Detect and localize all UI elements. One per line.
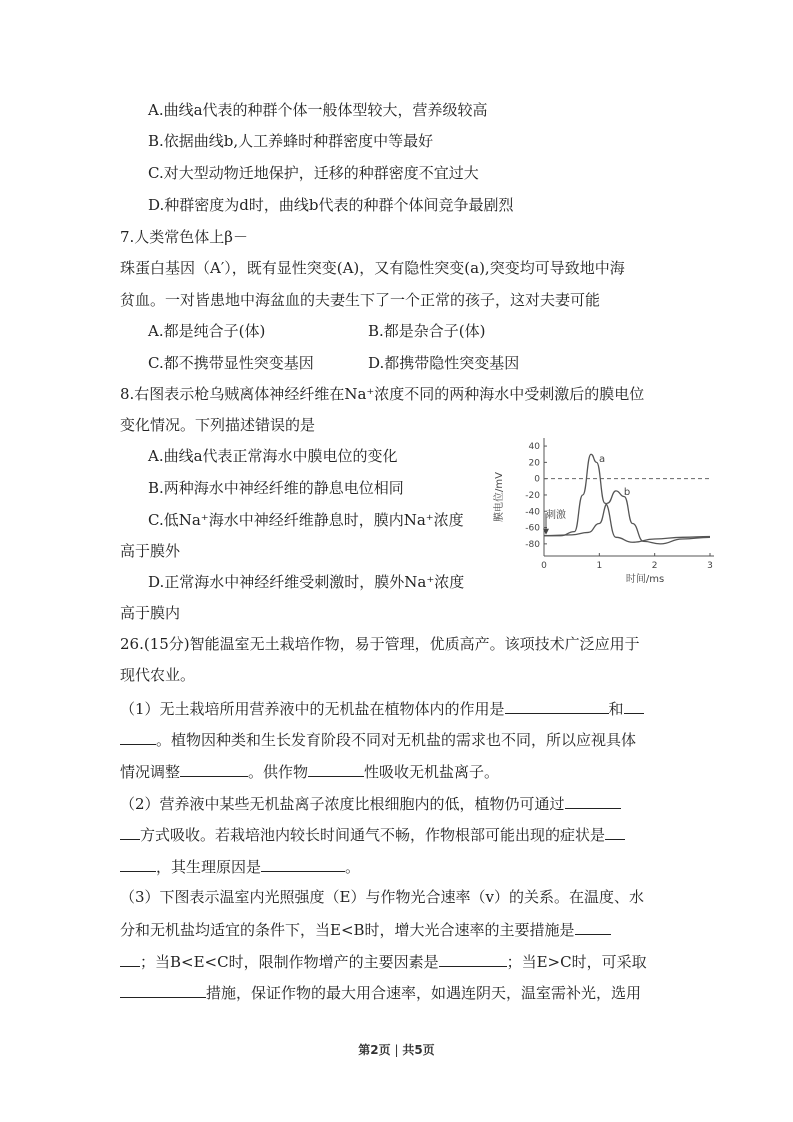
curve-a: [544, 454, 710, 542]
q26-part2-line3: [120, 855, 360, 877]
page-total: 共5页: [402, 1043, 435, 1057]
footer-separator: |: [390, 1043, 403, 1057]
y-tick-label: -60: [525, 523, 540, 534]
y-tick-label: -40: [525, 507, 540, 518]
q26-p3-text-e: 措施，保证作物的最大用合速率，如遇连阴天，温室需补光，选用: [206, 984, 642, 1002]
q6-option-a: A.曲线a代表的种群个体一般体型较大，营养级较高: [148, 101, 488, 119]
q26-p2-text-b: 方式吸收。若栽培池内较长时间通气不畅，作物根部可能出现的症状是: [140, 826, 606, 844]
page-number: 第2页: [358, 1043, 391, 1057]
q26-part1-line2: [120, 728, 636, 750]
x-tick-label: 2: [651, 561, 658, 571]
answer-blank[interactable]: [575, 918, 611, 935]
q6-option-d: D.种群密度为d时，曲线b代表的种群个体间竞争最剧烈: [148, 196, 514, 214]
answer-blank[interactable]: [120, 823, 140, 840]
answer-blank[interactable]: [120, 855, 156, 872]
y-tick-label: -20: [525, 490, 540, 501]
y-tick-label: 40: [528, 442, 540, 453]
q7-option-c: C.都不携带显性突变基因: [148, 354, 314, 372]
q6-option-c: C.对大型动物迁地保护，迁移的种群密度不宜过大: [148, 164, 479, 182]
q26-p1-text-b: 和: [608, 700, 624, 718]
q26-intro-line2: 现代农业。: [120, 666, 196, 684]
q26-p1-text-a: （1）无土栽培所用营养液中的无机盐在植物体内的作用是: [120, 700, 505, 718]
answer-blank[interactable]: [120, 981, 206, 998]
x-tick-label: 1: [596, 561, 603, 571]
q26-p2-text-c: ，其生理原因是: [156, 858, 262, 876]
q26-p2-text-a: （2）营养液中某些无机盐离子浓度比根细胞内的低，植物仍可通过: [120, 795, 565, 813]
answer-blank[interactable]: [439, 950, 507, 967]
answer-blank[interactable]: [565, 792, 621, 809]
y-tick-label: 0: [534, 474, 540, 485]
q26-p1-text-d: 情况调整: [120, 763, 181, 781]
q26-part2-line1: [120, 792, 621, 814]
q7-option-b: B.都是杂合子(体): [368, 322, 486, 340]
q26-p3-text-d: ；当E>C时，可采取: [506, 953, 647, 971]
q26-part2-line2: [120, 823, 625, 845]
page-footer: [0, 1041, 793, 1058]
q8-option-a: A.曲线a代表正常海水中膜电位的变化: [148, 447, 398, 465]
y-axis-label: 膜电位/mV: [494, 472, 505, 522]
q26-p3-text-b: 分和无机盐均适宜的条件下，当E<B时，增大光合速率的主要措施是: [120, 921, 575, 939]
q8-option-c-line2: 高于膜外: [120, 542, 181, 560]
answer-blank[interactable]: [120, 950, 140, 967]
q8-option-d-line1: D.正常海水中神经纤维受刺激时，膜外Na⁺浓度: [148, 573, 465, 591]
q26-part3-line2: [120, 918, 611, 940]
x-axis-label: 时间/ms: [625, 574, 665, 585]
q26-p1-text-e: 。供作物: [248, 763, 309, 781]
answer-blank[interactable]: [261, 855, 345, 872]
q7-option-d: D.都携带隐性突变基因: [368, 354, 520, 372]
q26-part1-line1: [120, 697, 644, 719]
answer-blank[interactable]: [605, 823, 625, 840]
q26-part3-line1: （3）下图表示温室内光照强度（E）与作物光合速率（v）的关系。在温度、水: [120, 888, 644, 906]
answer-blank[interactable]: [120, 728, 156, 745]
stimulus-label: 刺激: [546, 509, 566, 521]
q8-stem-line2: 变化情况。下列描述错误的是: [120, 416, 316, 434]
curve-b: [544, 491, 710, 544]
answer-blank[interactable]: [308, 760, 364, 777]
q8-option-b: B.两种海水中神经纤维的静息电位相同: [148, 479, 404, 497]
q26-intro-line1: 26.(15分)智能温室无土栽培作物，易于管理，优质高产。该项技术广泛应用于: [120, 635, 640, 653]
q8-option-c-line1: C.低Na⁺海水中神经纤维静息时，膜内Na⁺浓度: [148, 511, 464, 529]
q26-p1-text-c: 。植物因种类和生长发育阶段不同对无机盐的需求也不同，所以应视具体: [156, 731, 637, 749]
q26-part1-line3: [120, 760, 499, 782]
q26-p2-text-d: 。: [345, 858, 361, 876]
answer-blank[interactable]: [624, 697, 644, 714]
q26-part3-line3: [120, 950, 647, 972]
x-tick-label: 3: [707, 561, 713, 571]
q7-stem-line2: 珠蛋白基因（A′），既有显性突变(A)，又有隐性突变(a),突变均可导致地中海: [120, 259, 625, 277]
q7-stem-line3: 贫血。一对皆患地中海盆血的夫妻生下了一个正常的孩子，这对夫妻可能: [120, 291, 601, 309]
q26-p3-text-c: ；当B<E<C时，限制作物增产的主要因素是: [140, 953, 439, 971]
y-tick-label: 20: [528, 458, 540, 469]
x-tick-label: 0: [541, 561, 547, 571]
q26-part3-line4: [120, 981, 641, 1003]
q7-option-a: A.都是纯合子(体): [148, 322, 266, 340]
curve-label-a: a: [599, 454, 606, 466]
q7-stem-line1: 7.人类常色体上β－: [120, 228, 248, 246]
q8-stem-line1: 8.右图表示枪乌贼离体神经纤维在Na⁺浓度不同的两种海水中受刺激后的膜电位: [120, 385, 645, 403]
q8-option-d-line2: 高于膜内: [120, 604, 181, 622]
membrane-potential-chart: [488, 432, 720, 592]
q26-p1-text-f: 性吸收无机盐离子。: [364, 763, 500, 781]
answer-blank[interactable]: [180, 760, 248, 777]
q6-option-b: B.依据曲线b,人工养蜂时种群密度中等最好: [148, 132, 434, 150]
curve-label-b: b: [623, 486, 631, 498]
answer-blank[interactable]: [505, 697, 609, 714]
y-tick-label: -80: [525, 539, 540, 550]
